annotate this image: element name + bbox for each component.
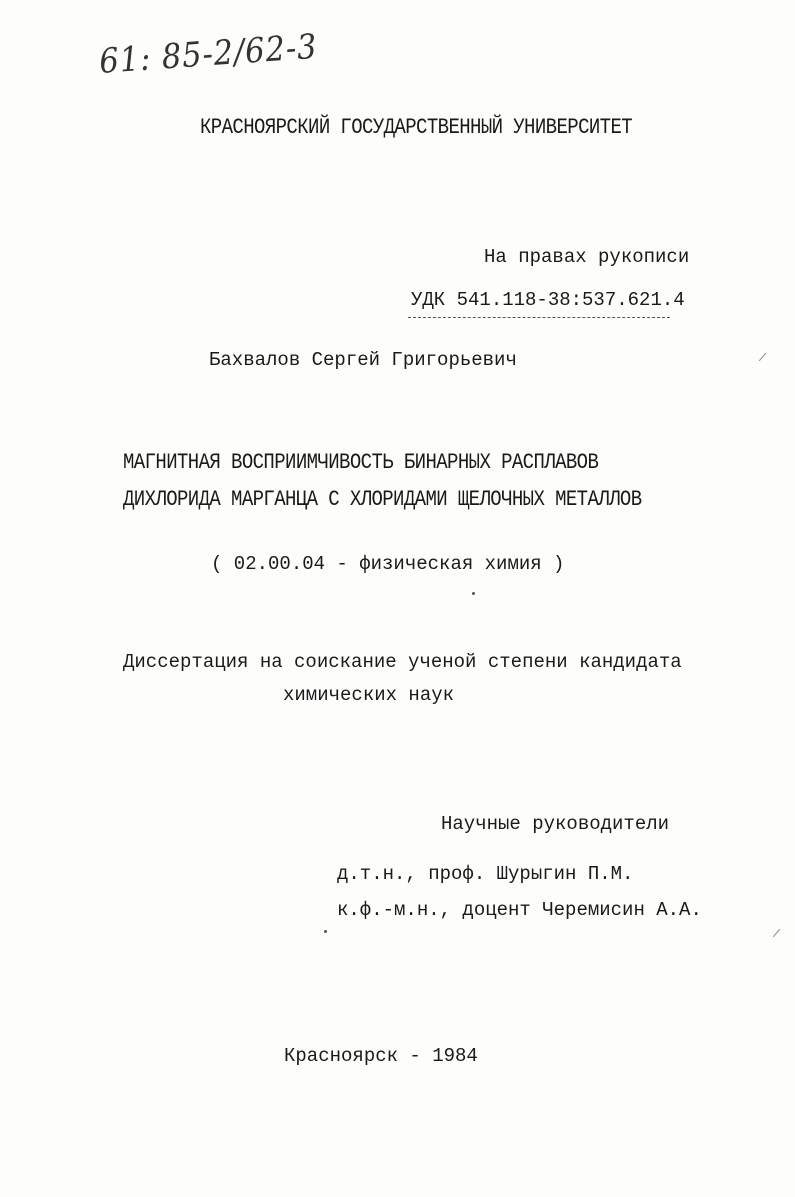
dissertation-line-1: Диссертация на соискание ученой степени кандидата	[123, 651, 682, 673]
paper-speck	[472, 592, 475, 595]
supervisor-1: д.т.н., проф. Шурыгин П.М.	[337, 863, 634, 885]
paper-mark	[759, 353, 766, 361]
supervisors-heading: Научные руководители	[441, 813, 670, 835]
paper-mark	[773, 929, 780, 937]
title-line-2: ДИХЛОРИДА МАРГАНЦА С ХЛОРИДАМИ ЩЕЛОЧНЫХ МЕТАЛЛОВ	[123, 486, 642, 512]
supervisor-2: к.ф.-м.н., доцент Черемисин А.А.	[337, 899, 702, 921]
city-year: Красноярск - 1984	[284, 1045, 478, 1067]
udc-code: УДК 541.118-38:537.621.4	[411, 289, 685, 311]
udc-underline	[408, 317, 670, 318]
manuscript-rights: На правах рукописи	[484, 246, 690, 268]
title-line-1: МАГНИТНАЯ ВОСПРИИМЧИВОСТЬ БИНАРНЫХ РАСПЛАВОВ	[123, 449, 599, 475]
archive-mark: 61: 85-2/62-3	[98, 26, 319, 82]
paper-speck	[324, 930, 327, 933]
dissertation-line-2: химических наук	[283, 684, 455, 706]
specialty-code: ( 02.00.04 - физическая химия )	[211, 553, 565, 575]
author-name: Бахвалов Сергей Григорьевич	[209, 349, 517, 371]
university-name: КРАСНОЯРСКИЙ ГОСУДАРСТВЕННЫЙ УНИВЕРСИТЕТ	[200, 114, 633, 140]
